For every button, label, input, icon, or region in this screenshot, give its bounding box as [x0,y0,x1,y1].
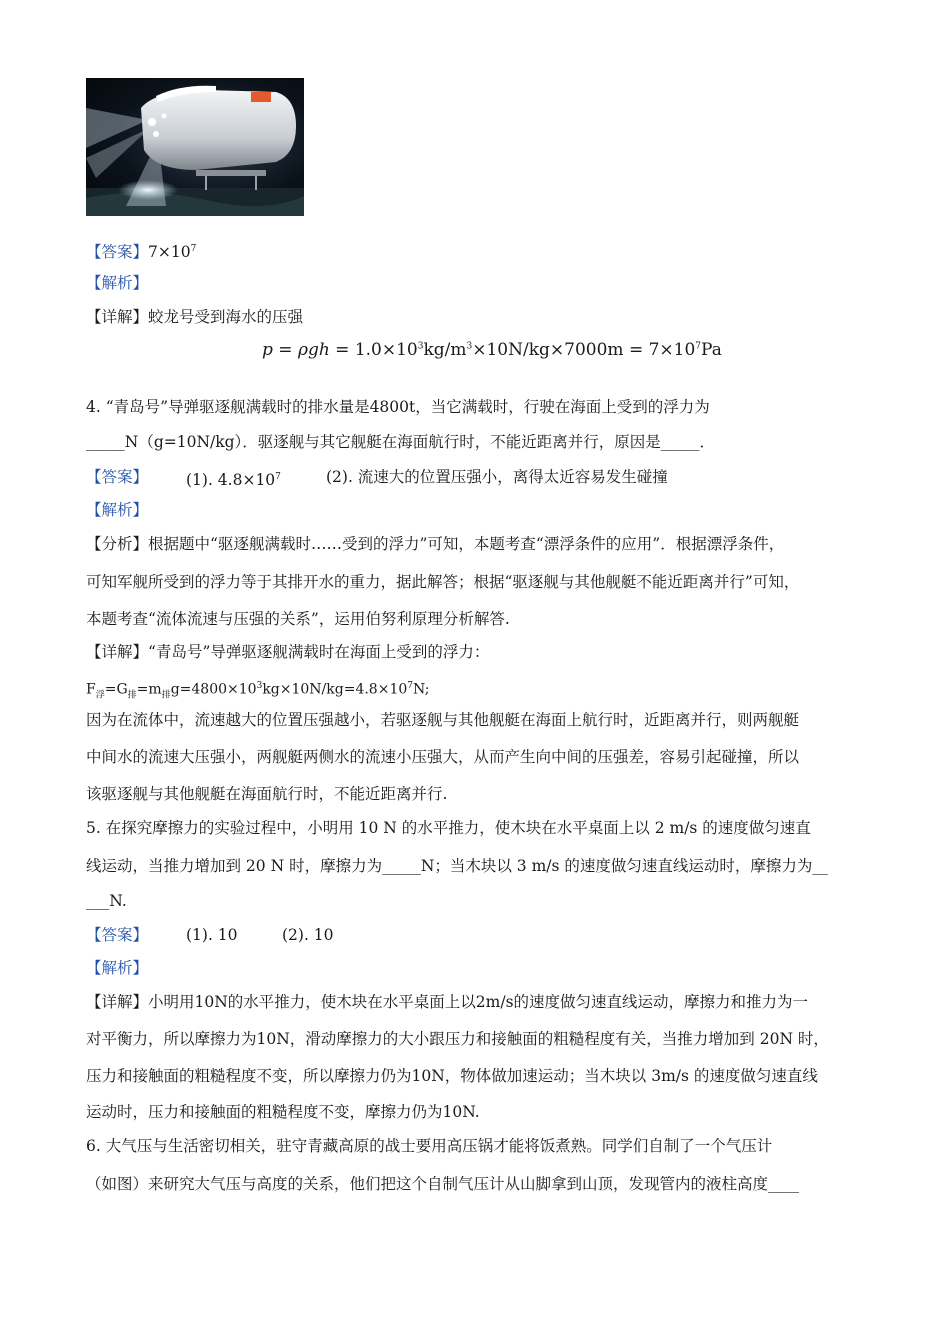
q3-pressure-formula [262,340,722,360]
q5-detail-line2: 对平衡力，所以摩擦力为10N，滑动摩擦力的大小跟压力和接触面的粗糙程度有关，当推力增加到 20N 时， [86,1030,829,1048]
formula-rest: ×10N/kg×7000m = 7×10 [472,340,696,360]
q5-detail-line4: 运动时，压力和接触面的粗糙程度不变，摩擦力仍为10N. [86,1103,480,1121]
q4-detail-line2: 因为在流体中，流速越大的位置压强越小，若驱逐舰与其他舰艇在海面上航行时，近距离并行，则两舰艇 [86,711,800,729]
q4-detail-text1: “青岛号”导弹驱逐舰满载时在海面上受到的浮力： [148,643,490,661]
q5-analysis-line [86,958,148,978]
analysis-tag: 【解析】 [86,501,149,519]
q5-answer-line [86,925,148,945]
formula-exp: 7 [695,341,702,352]
calc-part: g=4800×10 [170,681,257,698]
q4-detail-line4: 该驱逐舰与其他舰艇在海面航行时，不能近距离并行. [86,785,448,803]
formula-exp: 3 [417,341,424,352]
q4-answer-1 [186,467,281,490]
formula-rho-g-h: ρgh [297,340,330,360]
q4-fenxi-text1: 根据题中“驱逐舰满载时……受到的浮力”可知，本题考查“漂浮条件的应用”．根据漂浮条件， [148,535,785,553]
q4-question-line1: 4. “青岛号”导弹驱逐舰满载时的排水量是4800t，当它满载时，行驶在海面上受到的浮力为 [86,398,710,416]
q5-answer-1: (1). 10 [186,926,238,944]
q4-detail-line3: 中间水的流速大压强小，两舰艇两侧水的流速小压强大，从而产生向中间的压强差，容易引起碰撞，所以 [86,748,800,766]
detail-tag: 【详解】 [86,993,149,1011]
q4-detail-line1 [86,642,489,662]
q5-detail-text1: 小明用10N的水平推力，使木块在水平桌面上以2m/s的速度做匀速直线运动，摩擦力和推力为一 [148,993,809,1011]
q4-fenxi-line1 [86,534,784,554]
calc-part: kg×10N/kg=4.8×10 [262,681,408,698]
q3-detail-line [86,307,303,327]
formula-pa: Pa [701,340,722,360]
q5-detail-line3: 压力和接触面的粗糙程度不变，所以摩擦力仍为10N，物体做加速运动；当木块以 3m/s 的速度做匀速直线 [86,1067,818,1085]
formula-exp: 3 [466,341,473,352]
analysis-tag: 【解析】 [86,959,149,977]
q5-question-line3: ___N. [86,892,127,910]
q5-question-line1: 5. 在探究摩擦力的实验过程中，小明用 10 N 的水平推力，使木块在水平桌面上以 2 m/s 的速度做匀速直 [86,819,811,837]
answer-tag: 【答案】 [86,243,149,262]
calc-sub: 排 [127,690,137,701]
analysis-tag: 【解析】 [86,274,149,292]
calc-part: =G [104,681,128,698]
submersible-photo [86,78,304,216]
q3-analysis-line [86,273,148,293]
detail-tag: 【详解】 [86,308,149,326]
q4-fenxi-line3: 本题考查“流体流速与压强的关系”，运用伯努利原理分析解答. [86,610,510,628]
calc-sub: 排 [161,690,171,701]
q4-buoyancy-calc [86,676,429,705]
answer-tag: 【答案】 [86,926,149,944]
q3-answer: 7×10 [148,243,191,262]
calc-sub: 浮 [95,690,105,701]
detail-tag: 【详解】 [86,643,149,661]
formula-equals: = [272,340,298,360]
calc-exp: 3 [256,681,263,691]
q3-answer-exponent: 7 [190,244,197,254]
calc-part: F [86,681,96,698]
q4-analysis-line [86,500,148,520]
q5-detail-line1 [86,992,808,1012]
formula-symbol-p: p [262,340,273,360]
formula-unit: kg/m [423,340,467,360]
q5-question-line2: 线运动，当推力增加到 20 N 时，摩擦力为_____N；当木块以 3 m/s 的速度做匀速直线运动时，摩擦力为__ [86,857,828,875]
q4-fenxi-line2: 可知军舰所受到的浮力等于其排开水的重力，据此解答；根据“驱逐舰与其他舰艇不能近距离并行”可知， [86,573,800,591]
q5-answer-2: (2). 10 [282,926,334,944]
calc-part: N; [413,681,430,698]
q4-answer-line [86,467,148,487]
calc-exp: 7 [407,681,413,691]
q6-question-line2: （如图）来研究大气压与高度的关系，他们把这个自制气压计从山脚拿到山顶，发现管内的液柱高度____ [86,1175,800,1193]
submersible-illustration [86,78,304,216]
q4-question-line2: _____N（g=10N/kg）．驱逐舰与其它舰艇在海面航行时，不能近距离并行，原因是_____． [86,433,716,451]
q3-detail-text: 蛟龙号受到海水的压强 [148,308,304,326]
q4-answer-1-exponent: 7 [275,472,281,482]
q4-answer-1-text: (1). 4.8×10 [186,471,276,490]
answer-tag: 【答案】 [86,468,149,486]
formula-density: = 1.0×10 [329,340,418,360]
q6-question-line1: 6. 大气压与生活密切相关，驻守青藏高原的战士要用高压锅才能将饭煮熟。同学们自制了一个气压计 [86,1137,773,1155]
q3-answer-line [86,239,196,262]
q4-answer-2: (2). 流速大的位置压强小，离得太近容易发生碰撞 [326,468,668,486]
fenxi-tag: 【分析】 [86,535,149,553]
calc-part: =m [136,681,162,698]
